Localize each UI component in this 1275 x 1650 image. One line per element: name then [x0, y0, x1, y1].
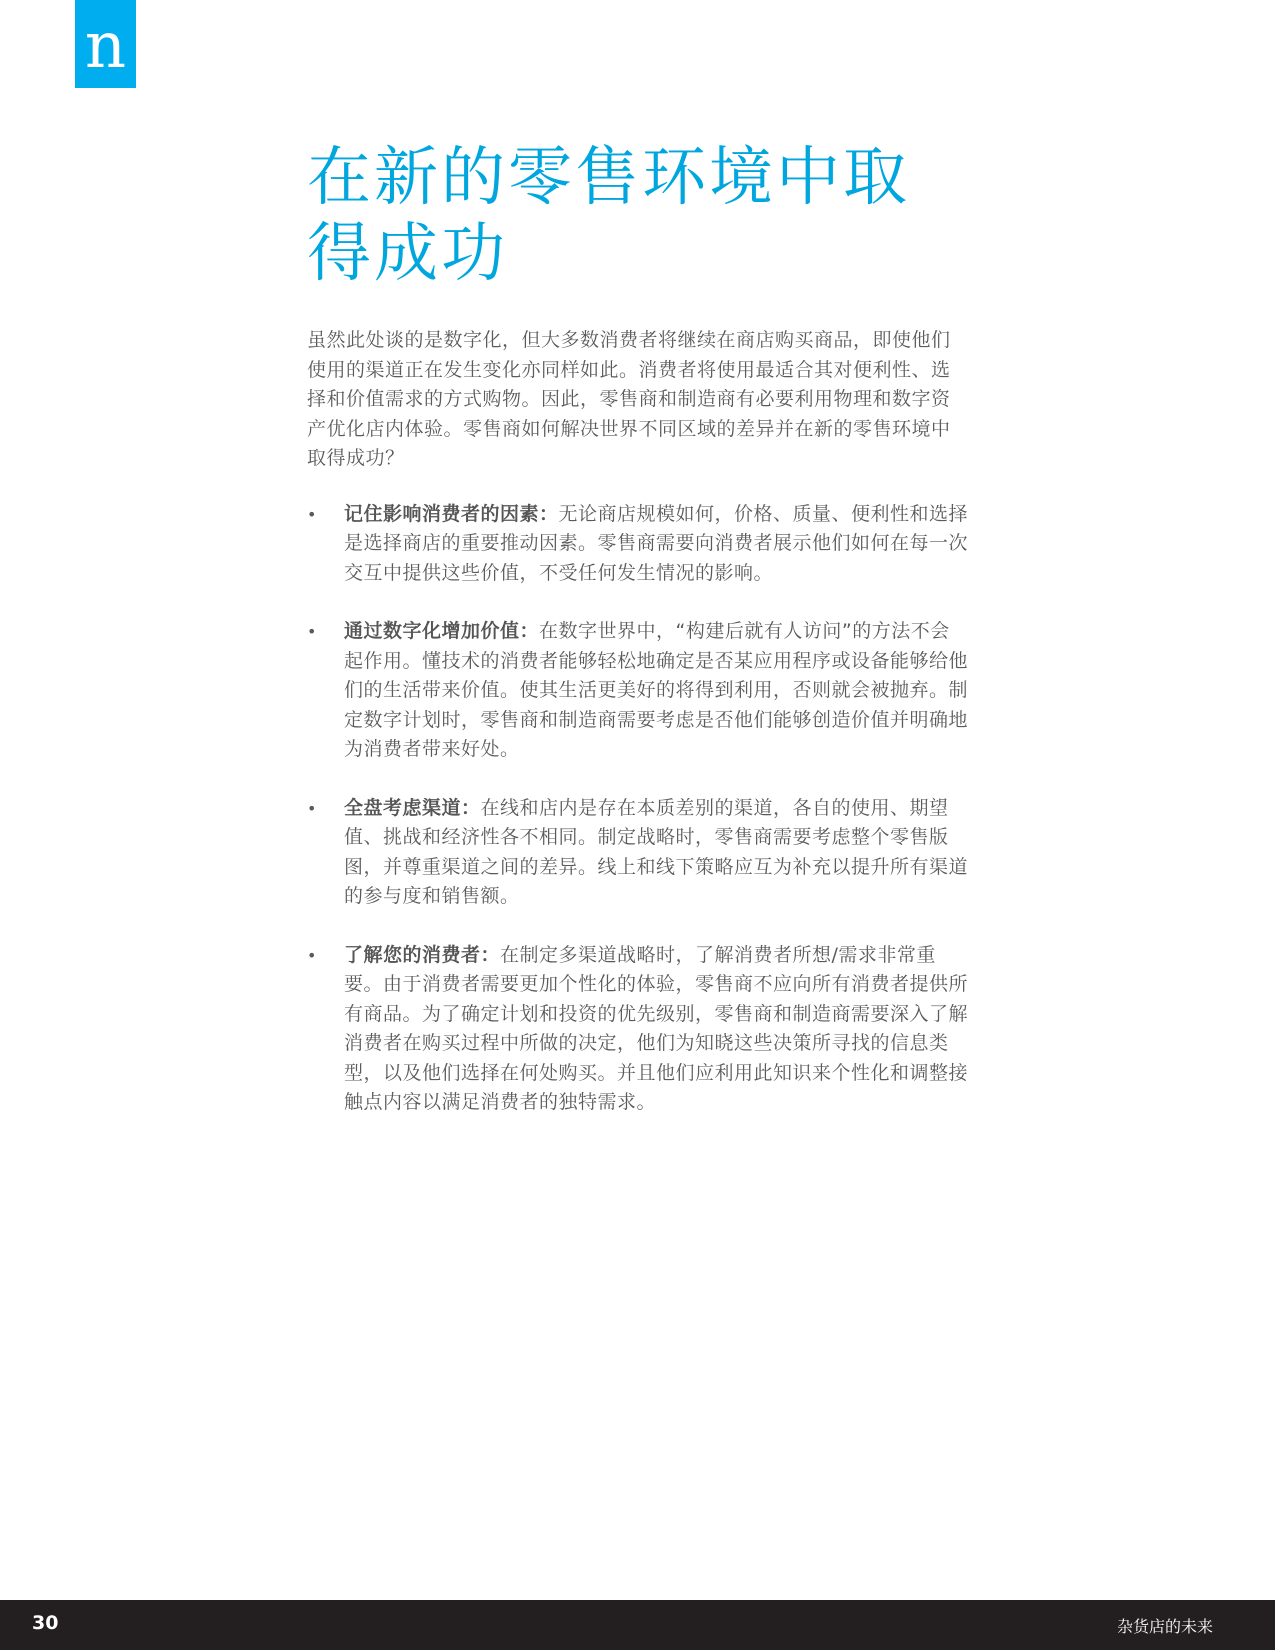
- bullet-heading: 全盘考虑渠道：: [344, 796, 481, 819]
- logo-mark: n: [84, 9, 127, 83]
- bullet-heading: 了解您的消费者：: [344, 943, 501, 966]
- bullet-heading: 通过数字化增加价值：: [344, 620, 540, 642]
- intro-paragraph: 虽然此处谈的是数字化，但大多数消费者将继续在商店购买商品，即使他们使用的渠道正在发生变化亦同样如此。消费者将使用最适合其对便利性、选择和价值需求的方式购物。因此，零售商和制造商有必要利用物理和数字资产优化店内体验。零售商如何解决世界不同区域的差异并在新的零售环境中取得成功？: [307, 329, 951, 469]
- footer-bar: [0, 1600, 1275, 1650]
- bullet-icon: •: [307, 622, 317, 641]
- bullet-item: [307, 617, 969, 765]
- publication-title: 杂货店的未来: [1116, 1617, 1213, 1636]
- bullet-icon: •: [307, 798, 317, 818]
- bullet-item: [307, 794, 969, 912]
- bullet-icon: •: [307, 945, 317, 965]
- bullet-text: 无论商店规模如何，价格、质量、便利性和选择是选择商店的重要推动因素。零售商需要向消费者展示他们如何在每一次交互中提供这些价值，不受任何发生情况的影响。: [344, 502, 969, 584]
- main-content: [307, 140, 969, 1147]
- page-number: 30: [32, 1612, 59, 1634]
- bullet-item: [307, 500, 969, 589]
- nielsen-logo: [75, 0, 136, 88]
- bullet-icon: •: [307, 504, 317, 524]
- bullet-text: 在线和店内是存在本质差别的渠道，各自的使用、期望值、挑战和经济性各不相同。制定战略时，零售商需要考虑整个零售版图，并尊重渠道之间的差异。线上和线下策略应互为补充以提升所有渠道的参与度和销售额。: [344, 796, 969, 907]
- bullet-list: [307, 500, 969, 1118]
- bullet-text: 在制定多渠道战略时，了解消费者所想/需求非常重要。由于消费者需要更加个性化的体验，零售商不应向所有消费者提供所有商品。为了确定计划和投资的优先级别，零售商和制造商需要深入了解消费者在购买过程中所做的决定，他们为知晓这些决策所寻找的信息类型，以及他们选择在何处购买。并且他们应利用此知识来个性化和调整接触点内容以满足消费者的独特需求。: [344, 943, 969, 1113]
- bullet-heading: 记住影响消费者的因素：: [344, 502, 559, 525]
- bullet-text: 在数字世界中，“构建后就有人访问”的方法不会起作用。懂技术的消费者能够轻松地确定是否某应用程序或设备能够给他们的生活带来价值。使其生活更美好的将得到利用，否则就会被抛弃。制定数字计划时，零售商和制造商需要考虑是否他们能够创造价值并明确地为消费者带来好处。: [344, 620, 969, 760]
- bullet-item: [307, 941, 969, 1118]
- page-title: 在新的零售环境中取得成功: [307, 141, 910, 291]
